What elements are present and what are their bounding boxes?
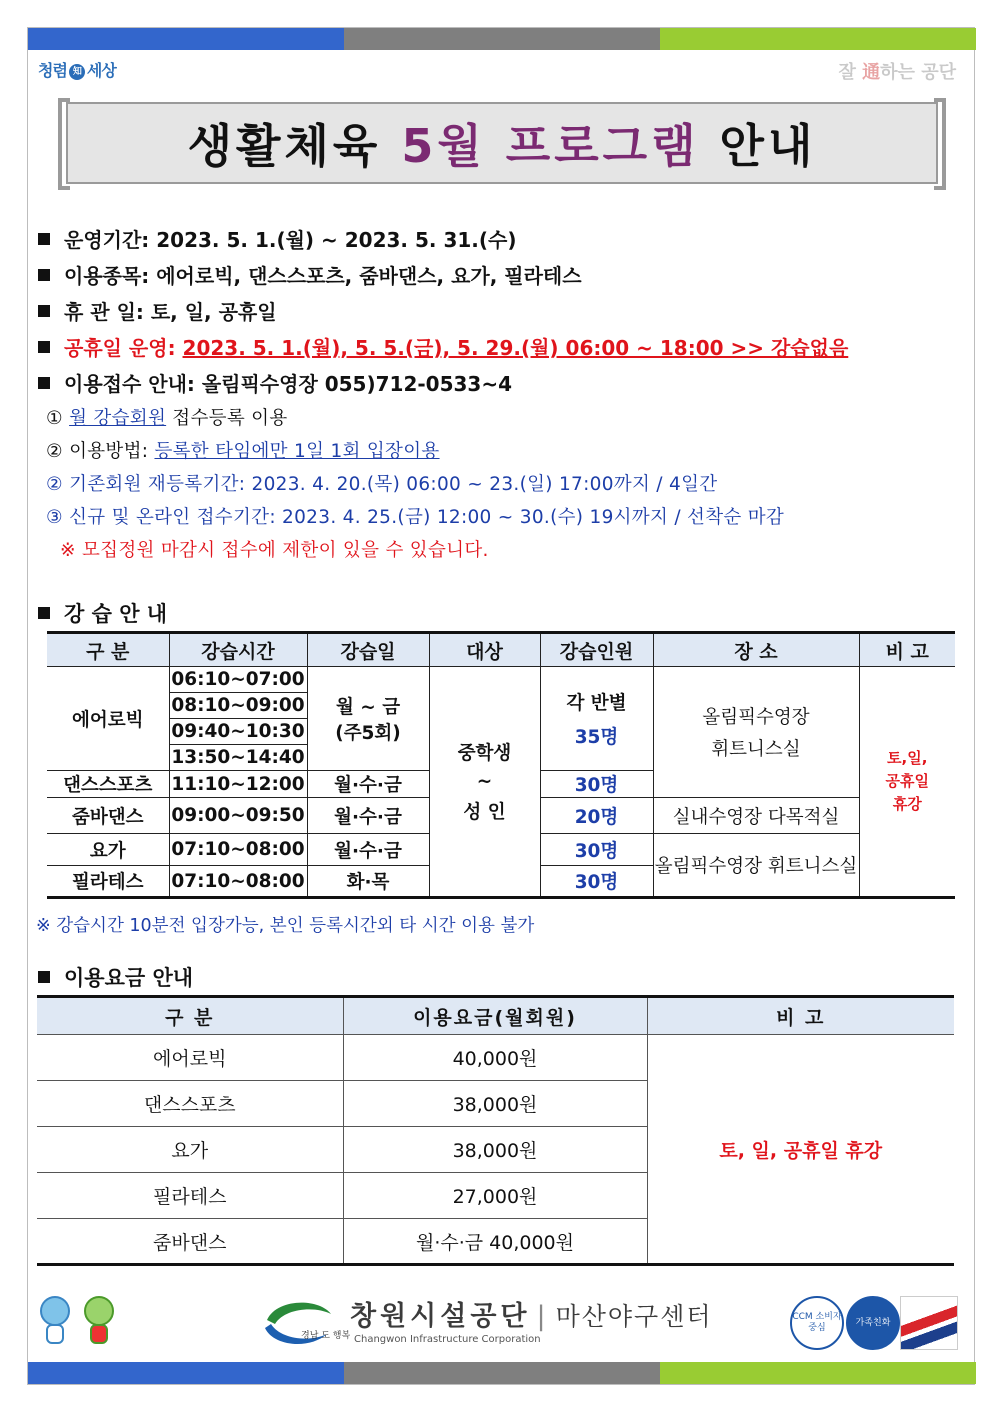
info-sub-usage: ② 이용방법: 등록한 타임에만 1일 1회 입장이용 [46, 441, 440, 462]
org-english-name: Changwon Infrastructure Corporation [354, 1334, 541, 1345]
family-friendly-badge-icon: 가족친화 [846, 1296, 900, 1350]
table-header-row: 구 분 강습시간 강습일 대상 강습인원 장 소 비 고 [47, 633, 955, 667]
top-color-bar [28, 28, 976, 50]
class-schedule-table [47, 631, 955, 899]
svg-text:경남 도 행복: 경남 도 행복 [301, 1331, 351, 1341]
class-footnote: ※ 강습시간 10분전 입장가능, 본인 등록시간외 타 시간 이용 불가 [36, 916, 535, 936]
table-row: 줌바댄스 월·수·금 40,000원 [37, 1219, 954, 1265]
table-row: 댄스스포츠 38,000원 [37, 1081, 954, 1127]
info-sub-reregistration: ② 기존회원 재등록기간: 2023. 4. 20.(목) 06:00 ~ 23.(일) 17:00까지 / 4일간 [46, 474, 718, 495]
operation-info [38, 222, 958, 567]
table-row: 필라테스 27,000원 [37, 1173, 954, 1219]
fee-table [37, 995, 954, 1266]
integrity-logo: 청렴 知 세상 [38, 61, 116, 80]
certification-flag-icon [900, 1296, 958, 1350]
slogan-logo: 잘 通하는 공단 [838, 62, 956, 83]
info-contact: 이용접수 안내: 올림픽수영장 055)712-0533~4 [38, 366, 958, 402]
table-row: 08:10~09:00 [47, 693, 955, 719]
table-row: 필라테스 07:10~08:00 화·목 30명 [47, 866, 955, 898]
table-row: 에어로빅 06:10~07:00 월 ~ 금 (주5회) 중학생 ~ 성 인 각 반별 35명 올림픽수영장 휘트니스실 토,일, 공휴일 휴강 [47, 667, 955, 693]
bottom-color-bar [28, 1362, 976, 1384]
title-banner [66, 102, 938, 184]
table-row: 13:50~14:40 [47, 745, 955, 771]
class-section-heading: 강 습 안 내 [38, 598, 167, 628]
table-row: 요가 38,000원 [37, 1127, 954, 1173]
org-name: 창원시설공단 | 마산야구센터 [350, 1301, 713, 1332]
table-row: 09:40~10:30 [47, 719, 955, 745]
page-title: 생활체육 5월 프로그램 안내 [187, 119, 817, 173]
notice-page [27, 27, 975, 1385]
table-row: 요가 07:10~08:00 월·수·금 30명 올림픽수영장 휘트니스실 [47, 834, 955, 866]
footer [28, 1290, 976, 1362]
table-row: 줌바댄스 09:00~09:50 월·수·금 20명 실내수영장 다목적실 [47, 798, 955, 834]
gyeongnam-logo-icon [261, 1294, 351, 1354]
info-holiday-operation: 공휴일 운영: 2023. 5. 1.(월), 5. 5.(금), 5. 29.(월) 06:00 ~ 18:00 >> 강습없음 [38, 330, 958, 366]
table-row: 댄스스포츠 11:10~12:00 월·수·금 30명 [47, 771, 955, 798]
mascot-blue-icon [38, 1296, 72, 1346]
info-sub-registration: ① 월 강습회원 접수등록 이용 [46, 408, 288, 429]
info-period: 운영기간: 2023. 5. 1.(월) ~ 2023. 5. 31.(수) [38, 222, 958, 258]
fee-section-heading: 이용요금 안내 [38, 962, 193, 992]
info-notice: ※ 모집정원 마감시 접수에 제한이 있을 수 있습니다. [60, 540, 489, 561]
info-sub-new-registration: ③ 신규 및 온라인 접수기간: 2023. 4. 25.(금) 12:00 ~ 30.(수) 19시까지 / 선착순 마감 [46, 507, 785, 528]
mascot-green-icon [82, 1296, 116, 1346]
ccm-badge-icon: CCM 소비자중심 [790, 1296, 844, 1350]
table-row: 에어로빅 40,000원 토, 일, 공휴일 휴강 [37, 1035, 954, 1081]
info-closed-days: 휴 관 일: 토, 일, 공휴일 [38, 294, 958, 330]
info-programs: 이용종목: 에어로빅, 댄스스포츠, 줌바댄스, 요가, 필라테스 [38, 258, 958, 294]
table-header-row: 구 분 이용요금(월회원) 비 고 [37, 997, 954, 1035]
